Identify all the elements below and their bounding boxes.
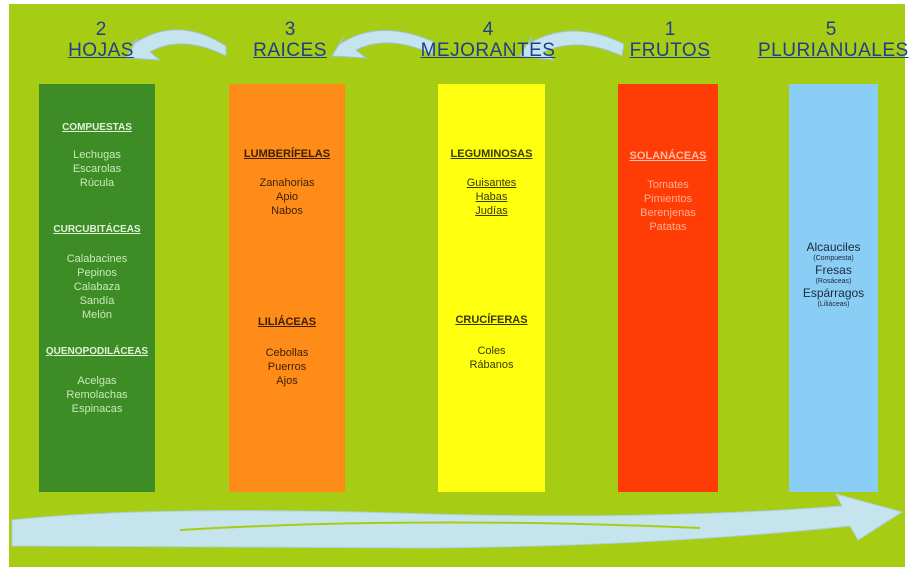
plant-list bbox=[39, 252, 155, 322]
list-item: Escarolas bbox=[72, 163, 122, 175]
list-item: Pepinos bbox=[77, 267, 117, 279]
list-item: Rábanos bbox=[469, 359, 514, 371]
column-raices bbox=[229, 84, 345, 492]
family-label: QUENOPODILÁCEAS bbox=[45, 346, 149, 357]
family-label: CRUCÍFERAS bbox=[455, 314, 528, 326]
header-number: 3 bbox=[284, 19, 296, 40]
plant-list bbox=[438, 176, 545, 218]
header-title: FRUTOS bbox=[629, 40, 711, 61]
column-mejorantes bbox=[438, 84, 545, 492]
list-item: Remolachas bbox=[66, 389, 128, 401]
plant-list bbox=[438, 344, 545, 372]
list-item: Fresas bbox=[815, 263, 852, 277]
curved-arrow-icon bbox=[12, 494, 902, 548]
plant-list bbox=[229, 346, 345, 388]
family-label: COMPUESTAS bbox=[62, 122, 132, 133]
plant-list bbox=[229, 176, 345, 218]
list-item: Berenjenas bbox=[640, 207, 696, 219]
header-title: MEJORANTES bbox=[420, 40, 556, 61]
family-label: LUMBERÍFELAS bbox=[243, 148, 331, 160]
header-number: 2 bbox=[95, 19, 107, 40]
plant-list bbox=[618, 178, 718, 234]
header-raices bbox=[240, 20, 340, 62]
list-item: Espárragos bbox=[802, 286, 865, 300]
plant-list bbox=[789, 240, 878, 309]
list-item: Lechugas bbox=[73, 149, 121, 161]
family-label: CURCUBITÁCEAS bbox=[53, 224, 141, 235]
list-item: Tomates bbox=[647, 179, 689, 191]
list-item: Cebollas bbox=[265, 347, 309, 359]
header-frutos bbox=[622, 20, 718, 62]
list-item: Zanahorias bbox=[259, 177, 315, 189]
header-number: 4 bbox=[482, 19, 494, 40]
family-note: (Compuesta) bbox=[813, 255, 854, 262]
list-item: Coles bbox=[477, 345, 506, 357]
family-label: SOLANÁCEAS bbox=[629, 150, 707, 162]
arrow-frutos-return bbox=[12, 494, 902, 548]
list-item: Nabos bbox=[271, 205, 303, 217]
list-item: Puerros bbox=[267, 361, 307, 373]
header-title: RAICES bbox=[253, 40, 327, 61]
plant-list bbox=[39, 148, 155, 190]
family-label: LILIÁCEAS bbox=[257, 316, 317, 328]
list-item: Sandía bbox=[79, 295, 115, 307]
list-item: Rúcula bbox=[79, 177, 115, 189]
list-item: Pimientos bbox=[643, 193, 693, 205]
list-item: Judías bbox=[475, 205, 508, 217]
list-item: Ajos bbox=[276, 375, 298, 387]
list-item: Acelgas bbox=[77, 375, 117, 387]
header-plurianuales bbox=[758, 19, 909, 62]
column-frutos bbox=[618, 84, 718, 492]
list-item: Melón bbox=[82, 309, 112, 321]
header-number: 1 bbox=[664, 19, 676, 40]
header-hojas bbox=[56, 20, 146, 62]
header-mejorantes bbox=[418, 20, 558, 62]
list-item: Calabaza bbox=[73, 281, 121, 293]
plant-list bbox=[39, 374, 155, 416]
family-label: LEGUMINOSAS bbox=[450, 148, 533, 160]
header-title: HOJAS bbox=[68, 40, 134, 61]
column-plurianuales bbox=[789, 84, 878, 492]
family-note: (Rosáceas) bbox=[815, 278, 852, 285]
list-item: Habas bbox=[475, 191, 508, 203]
header-number: 5 bbox=[825, 19, 837, 40]
list-item: Apio bbox=[275, 191, 299, 203]
header-title: PLURIANUALES bbox=[758, 40, 909, 61]
list-item: Espinacas bbox=[71, 403, 123, 415]
list-item: Calabacines bbox=[66, 253, 128, 265]
list-item: Guisantes bbox=[466, 177, 517, 189]
list-item: Alcauciles bbox=[806, 240, 861, 254]
list-item: Patatas bbox=[649, 221, 687, 233]
column-hojas bbox=[39, 84, 155, 492]
family-note: (Liliáceas) bbox=[817, 301, 850, 308]
